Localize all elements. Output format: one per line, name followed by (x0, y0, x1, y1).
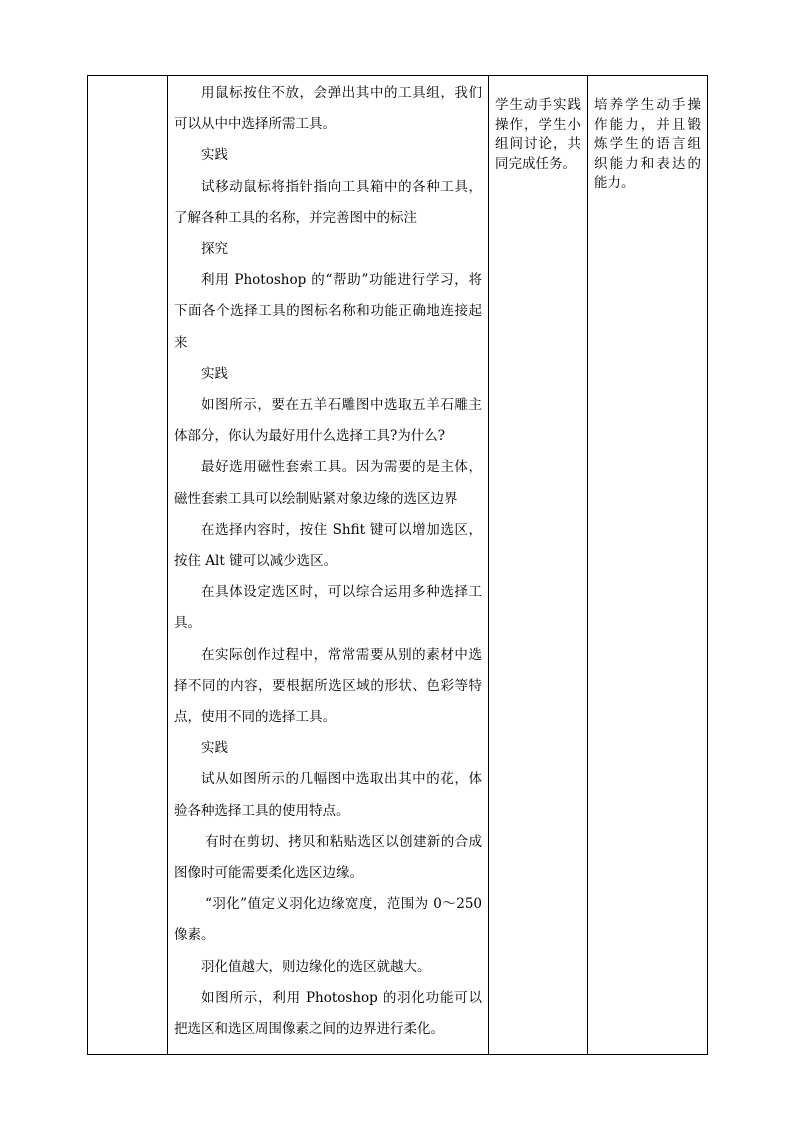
design-intent-cell (588, 76, 708, 1055)
student-activity-cell (489, 76, 588, 1055)
content-paragraph: 探究 (201, 241, 228, 258)
content-paragraph: “羽化”值定义羽化边缘宽度，范围为 0～250 像素。 (174, 896, 482, 944)
lesson-plan-table (87, 75, 708, 1055)
content-paragraph: 实践 (201, 147, 228, 164)
content-paragraph: 在具体设定选区时，可以综合运用多种选择工具。 (174, 584, 482, 632)
content-paragraph: 羽化值越大，则边缘化的选区就越大。 (201, 958, 431, 975)
content-paragraph: 试移动鼠标将指针指向工具箱中的各种工具，了解各种工具的名称，并完善图中的标注 (174, 178, 482, 226)
content-paragraph: 试从如图所示的几幅图中选取出其中的花，体验各种选择工具的使用特点。 (174, 771, 482, 819)
content-paragraph: 在实际创作过程中，常常需要从别的素材中选择不同的内容，要根据所选区域的形状、色彩等特点，使用不同的选择工具。 (174, 646, 482, 726)
design-intent-text: 培养学生动手操作能力，并且锻炼学生的语言组织能力和表达的能力。 (594, 97, 701, 191)
teaching-content-cell (168, 76, 489, 1055)
teaching-content (168, 76, 488, 1045)
stage-cell (88, 76, 168, 1055)
content-paragraph: 如图所示，利用 Photoshop 的羽化功能可以把选区和选区周围像素之间的边界进行柔化。 (174, 989, 482, 1038)
content-paragraph: 实践 (201, 365, 228, 382)
student-activity-text: 学生动手实践操作，学生小组间讨论，共同完成任务。 (495, 97, 581, 172)
table-row (88, 76, 708, 1055)
content-paragraph: 用鼠标按住不放，会弹出其中的工具组，我们可以从中中选择所需工具。 (174, 85, 482, 133)
content-paragraph: 在选择内容时，按住 Shfit 键可以增加选区，按住 Alt 键可以减少选区。 (174, 521, 482, 570)
content-paragraph: 最好选用磁性套索工具。因为需要的是主体，磁性套索工具可以绘制贴紧对象边缘的选区边界 (174, 459, 482, 507)
content-paragraph: 有时在剪切、拷贝和粘贴选区以创建新的合成图像时可能需要柔化选区边缘。 (174, 833, 482, 882)
content-paragraph: 如图所示，要在五羊石雕图中选取五羊石雕主体部分，你认为最好用什么选择工具?为什么? (174, 397, 482, 445)
content-paragraph: 利用 Photoshop 的“帮助”功能进行学习，将下面各个选择工具的图标名称和功能正确地连接起来 (174, 272, 482, 351)
content-paragraph: 实践 (201, 740, 228, 757)
